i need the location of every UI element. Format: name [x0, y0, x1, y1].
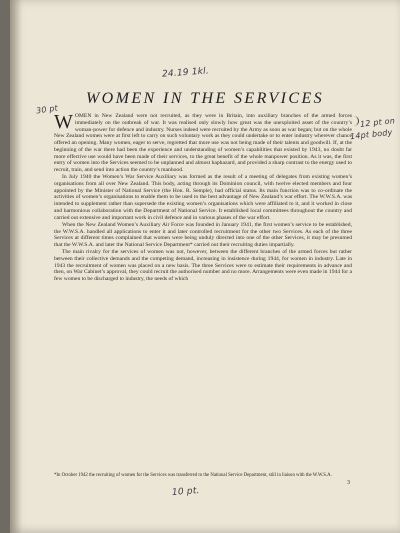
page-title: WOMEN IN THE SERVICES — [85, 90, 325, 107]
footnote: *In October 1942 the recruiting of women for the Services was transferred to the National Service Department, still in liaison with the W.W.S.A. — [54, 473, 332, 478]
handwritten-date-note: 24.19 1kl. — [161, 66, 210, 80]
handwritten-size-note-right-2: 14pt body — [349, 127, 393, 142]
paragraph-1-text: OMEN in New Zealand were not recruited, as they were in Britain, into auxiliary branches of the armed forces immediately on the outbreak of war. It was realised only slowly how great was the unexploited asset of the country’s woman-power for defence and industry. Nurses indeed were recruited by the Army as soon as war began; but on the whole New Zealand women were at first left to carry on such voluntary work as they could undertake or to enter industry wherever chance offered an opening. Many women, eager to serve, regretted that more use was not being made of their talents and goodwill. If, at the beginning of the war there had been the experience and understanding of women’s capabilities that existed by 1943, no doubt far more effective use would have been made of their services, to the great benefit of the whole manpower position. As it was, the first entry of women into the Services seemed to be unplanned and almost haphazard, and provided a sharp contrast to the energy used to recruit, train, and send into action the country’s manhood. — [54, 113, 352, 173]
drop-cap: W — [54, 111, 73, 133]
paragraph-4: The main rivalry for the services of women was not, however, between the different branches of the armed forces but rather between their collective demands and the competing demand, increasing in insistence during 1944, for women in industry. Late in 1943 the recruitment of women was placed on a new basis. The three Services were to estimate their requirements in advance and then, on War Cabinet’s approval, they could recruit the authorised number and no more. Arrangements were even made in 1944 for a few women to be discharged to industry, the needs of which — [54, 249, 352, 283]
page-gutter-shadow — [10, 0, 22, 533]
paragraph-1 — [54, 113, 352, 174]
handwritten-size-note-right-1: 12 pt on — [359, 116, 396, 129]
page-number: 3 — [347, 480, 350, 486]
book-page — [10, 0, 400, 533]
paragraph-3: When the New Zealand Women’s Auxiliary Air Force was founded in January 1941, the first women’s service to be established, the W.W.S.A. handled all applications to enter it and later controlled recruitment for the other two Services. As each of the three Services at different times complained that women were being unduly directed into one of the other Services, it may be presumed that the W.W.S.A. and later the National Service Department* carried out their recruiting duties impartially. — [54, 221, 352, 249]
body-text — [54, 113, 352, 283]
handwritten-size-note-left: 30 pt — [35, 103, 59, 116]
paragraph-2: In July 1940 the Women’s War Service Auxiliary was formed as the result of a meeting of delegates from existing women’s organisations from all over New Zealand. This body, acting through its Dominion council, with twelve elected members and four appointed by the Minister of National Service (the Hon. R. Semple), had official status. Its main function was to co-ordinate the activities of women’s organisations to enable them to be used to the best advantage of New Zealand’s war effort. The W.W.S.A. was intended to supplement rather than supersede the existing women’s organisations which were affiliated to it, and it worked in close and harmonious collaboration with the Department of National Service. It established local committees throughout the country and carried out extensive and important work in civil defence and in various phases of the war effort. — [54, 174, 352, 221]
handwritten-size-note-bottom: 10 pt. — [171, 486, 200, 498]
